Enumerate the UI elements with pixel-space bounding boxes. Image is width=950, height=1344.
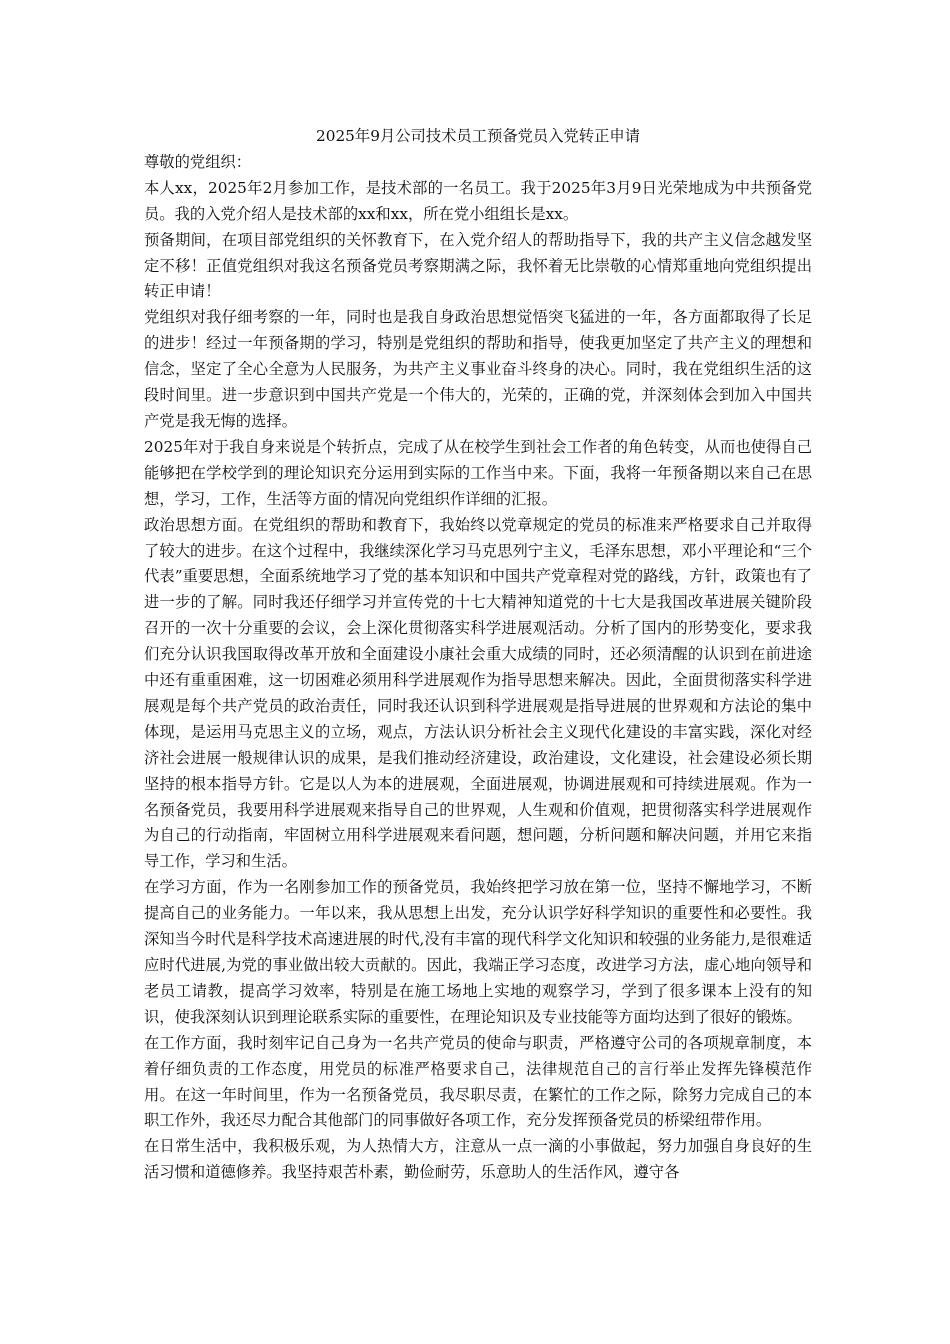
paragraph-intro: 本人xx，2025年2月参加工作，是技术部的一名员工。我于2025年3月9日光荣地成为中共预备党员。我的入党介绍人是技术部的xx和xx，所在党小组组长是xx。 (144, 178, 812, 223)
document-page (144, 124, 812, 1186)
document-title: 2025年9月公司技术员工预备党员入党转正申请 (315, 127, 640, 145)
paragraph-probation: 预备期间，在项目部党组织的关怀教育下，在入党介绍人的帮助指导下，我的共产主义信念越发坚定不移！正值党组织对我这名预备党员考察期满之际，我怀着无比崇敬的心情郑重地向党组织提出转正申请！ (144, 230, 812, 301)
paragraph-political-thought: 政治思想方面。在党组织的帮助和教育下，我始终以党章规定的党员的标准来严格要求自己并取得了较大的进步。在这个过程中，我继续深化学习马克思列宁主义，毛泽东思想，邓小平理论和“三个代表”重要思想，全面系统地学习了党的基本知识和中国共产党章程对党的路线，方针，政策也有了进一步的了解。同时我还仔细学习并宣传党的十七大精神知道党的十七大是我国改革进展关键阶段召开的一次十分重要的会议，会上深化贯彻落实科学进展观活动。分析了国内的形势变化，要求我们充分认识我国取得改革开放和全面建设小康社会重大成绩的同时，还必须清醒的认识到在前进途中还有重重困难，这一切困难必须用科学进展观作为指导思想来解决。因此，全面贯彻落实科学进展观是每个共产党员的政治责任，同时我还认识到科学进展观是指导进展的世界观和方法论的集中体现，是运用马克思主义的立场，观点，方法认识分析社会主义现代化建设的丰富实践，深化对经济社会进展一般规律认识的成果，是我们推动经济建设，政治建设，文化建设，社会建设必须长期坚持的根本指导方针。它是以人为本的进展观，全面进展观，协调进展观和可持续进展观。作为一名预备党员，我要用科学进展观来指导自己的世界观，人生观和价值观，把贯彻落实科学进展观作为自己的行动指南，牢固树立用科学进展观来看问题，想问题，分析问题和解决问题，并用它来指导工作，学习和生活。 (144, 515, 812, 871)
paragraph-study: 在学习方面，作为一名刚参加工作的预备党员，我始终把学习放在第一位，坚持不懈地学习，不断提高自己的业务能力。一年以来，我从思想上出发，充分认识学好科学知识的重要性和必要性。我深知当今时代是科学技术高速进展的时代,没有丰富的现代科学文化知识和较强的业务能力,是很难适应时代进展,为党的事业做出较大贡献的。因此，我端正学习态度，改进学习方法，虚心地向领导和老员工请教，提高学习效率，特别是在施工场地上实地的观察学习，学到了很多课本上没有的知识，使我深刻认识到理论联系实际的重要性，在理论知识及专业技能等方面均达到了很好的锻炼。 (144, 878, 812, 1026)
paragraph-work: 在工作方面，我时刻牢记自己身为一名共产党员的使命与职责，严格遵守公司的各项规章制度，本着仔细负责的工作态度，用党员的标准严格要求自己，法律规范自己的言行举止发挥先锋模范作用。在这一年时间里，作为一名预备党员，我尽职尽责，在繁忙的工作之际，除努力完成自己的本职工作外，我还尽力配合其他部门的同事做好各项工作，充分发挥预备党员的桥梁纽带作用。 (144, 1033, 812, 1130)
salutation: 尊敬的党组织： (144, 152, 252, 171)
paragraph-turning-point: 2025年对于我自身来说是个转折点，完成了从在校学生到社会工作者的角色转变，从而也使得自己能够把在学校学到的理论知识充分运用到实际的工作当中来。下面，我将一年预备期以来自己在思想，学习，工作，生活等方面的情况向党组织作详细的汇报。 (144, 437, 812, 508)
paragraph-progress: 党组织对我仔细考察的一年，同时也是我自身政治思想觉悟突飞猛进的一年，各方面都取得了长足的进步！经过一年预备期的学习，特别是党组织的帮助和指导，使我更加坚定了共产主义的理想和信念，坚定了全心全意为人民服务，为共产主义事业奋斗终身的决心。同时，我在党组织生活的这段时间里。进一步意识到中国共产党是一个伟大的，光荣的，正确的党，并深刻体会到加入中国共产党是我无悔的选择。 (144, 308, 812, 430)
paragraph-daily-life: 在日常生活中，我积极乐观，为人热情大方，注意从一点一滴的小事做起，努力加强自身良好的生活习惯和道德修养。我坚持艰苦朴素，勤俭耐劳，乐意助人的生活作风，遵守各 (144, 1137, 812, 1182)
